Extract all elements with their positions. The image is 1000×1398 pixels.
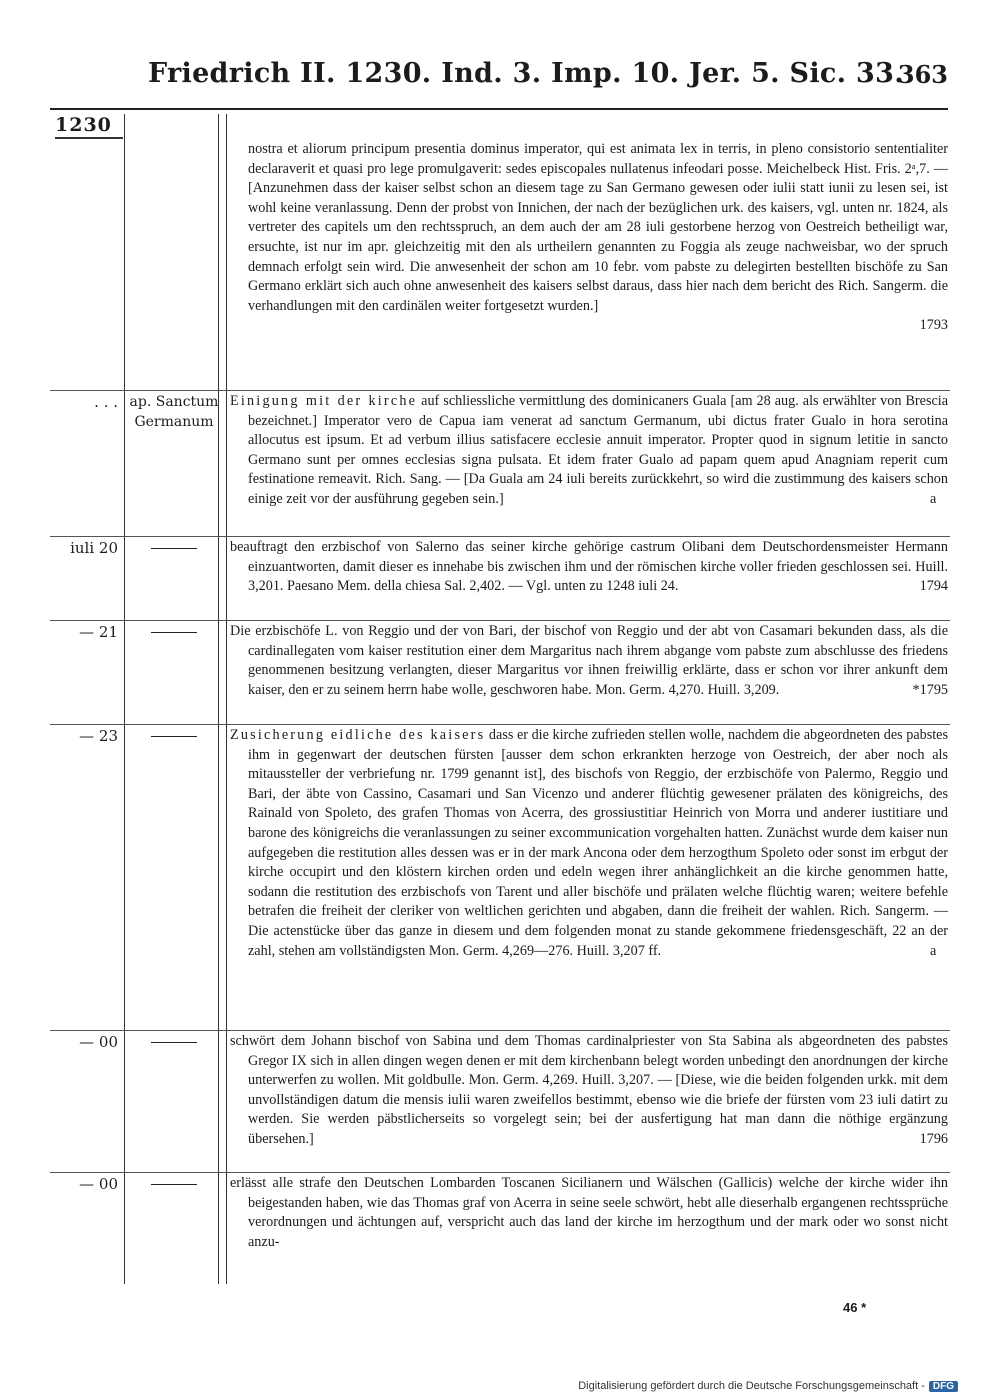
entry-text [230, 622, 948, 700]
entry-place-ditto [124, 726, 224, 737]
column-divider-text [226, 114, 227, 1284]
header-rule [50, 108, 948, 110]
place-line-2: Germanum [134, 414, 214, 430]
column-divider-place [218, 114, 219, 1284]
entry-paragraph: schwört dem Johann bischof von Sabina und dem Thomas cardinalpriester von Sta Sabina als abgeordneten des pabstes Gregor IX sich in allen dingen wegen denen er mit dem kirchenbann belegt worden unbedingt den anordnungen der kirche unterwerfen zu wollen. Mit goldbulle. Mon. Germ. 4,269. Huill. 3,207. — [Diese, wie die beiden folgenden urkk. mit dem unvollständigen datum die mensis iulii waren zweifellos bestimmt, ebenso wie die briefe der fürsten vom 23 iuli datirt zu werden. Sie werden päbstlicherseits so vorgelegt sein; bei der ausfertigung hat man dann die nöthige ergänzung übersehen.] [230, 1033, 948, 1147]
entry-paragraph: Die erzbischöfe L. von Reggio und der von Bari, der bischof von Reggio und der abt von Casamari bekunden dass, als die cardinallegaten vom kaiser restitution einer dem Margaritus nach ihrem abgange vom pabste zum abschlusse des friedens genommenen besitzung verlangten, dieser Margaritus vor ihnen freiwillig erklärte, dass er schon vor ihrer ankunft dem kaiser, den er zu seinem herrn habe wolle, geschworen habe. Mon. Germ. 4,270. Huill. 3,209. [230, 623, 948, 698]
entry-divider [50, 1030, 950, 1031]
entry-divider [50, 536, 950, 537]
entry-text [230, 140, 948, 336]
entry-lead: Zusicherung eidliche des kaisers [230, 727, 486, 743]
entry-paragraph: nostra et aliorum principum presentia dominus imperator, qui est animata lex in terris, in pleno consistorio sententialiter declaraverit et quasi pro lege promulgaverit: sedes episcopales nullatenus infeodari posse. Meichelbeck Hist. Fris. 2ᵃ,7. — [Anzunehmen dass der kaiser selbst schon an diesem tage zu San Germano gewesen oder iulii statt iunii zu lesen sei, ist wohl keine veranlassung. Denn der probst von Innichen, der nach der bezüglichen urk. des kaisers, vgl. unten nr. 1824, als vertreter des capitels um den rechtsspruch, an dem auch der am 28 iuli gestorbene herzog von Oestreich betheiligt war, ersuchte, ist nur im apr. gleichzeitig mit den als urtheilern genannten zu Foggia als zeuge nachweisbar, wo der spruch demnach erfolgt sein wird. Die anwesenheit der schon am 10 febr. vom pabste zu delegirten bestellten bischöfe zu San Germano erklärt sich auch ohne anwesenheit des kaisers selbst daraus, dass hier nach dem bericht des Rich. Sangerm. die verhandlungen mit den cardinälen weiter fortgesetzt wurden.] [248, 141, 948, 314]
entry-date: — 23 [79, 727, 118, 745]
dfg-logo: DFG [929, 1381, 958, 1392]
ditto-dash [151, 736, 197, 737]
entry-place-ditto [124, 622, 224, 633]
entry-text [230, 392, 948, 510]
regest-number: 1794 [919, 578, 948, 595]
entry-text [230, 1174, 948, 1252]
entry-date: — 00 [79, 1033, 118, 1051]
regest-number: 1796 [919, 1130, 948, 1147]
ditto-dash [151, 1184, 197, 1185]
entry-body: auf schliessliche vermittlung des dominicaners Guala [am 28 aug. als erwählter von Brescia bezeichnet.] Imperator vero de Capua iam venerat ad sanctum Germanum, ubi dictus frater Gualo in hora serotina allocutus est ipsum. Et ad verbum illius satisfacere ecclesie annuit imperator. Propter quod in signum letitie in sancto Germano sunt per omnes ecclesias signa pulsata. Et idem frater Gualo ad papam quem apud Anagniam reperit cum festinatione remeavit. Rich. Sang. — [Da Guala am 24 iuli bereits zurückkehrt, so wird die zustimmung des kaisers schon einige zeit vor der ausführung gegeben sein.] [248, 393, 948, 507]
entry-date: . . . [94, 393, 118, 411]
regest-number: 1793 [919, 317, 948, 334]
year-label: 1230 [55, 114, 123, 139]
signature-mark: 46 * [843, 1300, 867, 1315]
running-title: Friedrich II. 1230. Ind. 3. Imp. 10. Jer. 5. Sic. 33. [148, 58, 904, 89]
entry-divider [50, 1172, 950, 1173]
entry-place-ditto [124, 1032, 224, 1043]
entry-place-ditto [124, 1174, 224, 1185]
entry-divider [50, 724, 950, 725]
entry-place-ditto [124, 538, 224, 549]
entry-date: — 21 [79, 623, 118, 641]
entry-paragraph: beauftragt den erzbischof von Salerno das seiner kirche gehörige castrum Olibani dem Deutschordensmeister Hermann einzuantworten, damit dieser es innehabe bis zwischen ihm und der römischen kirche voller frieden geschlossen sei. Huill. 3,201. Paesano Mem. della chiesa Sal. 2,402. — Vgl. unten zu 1248 iuli 24. [230, 539, 948, 595]
regest-number: *1795 [912, 681, 948, 698]
entry-place [124, 392, 224, 432]
entry-date: iuli 20 [70, 539, 118, 557]
entry-text [230, 726, 948, 961]
ditto-dash [151, 548, 197, 549]
entry-divider [50, 390, 950, 391]
entry-text [230, 538, 948, 597]
entry-paragraph: erlässt alle strafe den Deutschen Lombarden Toscanen Sicilianern und Wälschen (Gallicis) welche der kirche wider ihn beigestanden haben, wie das Thomas graf von Acerra in seine seele schwört, hebt alle dieserhalb ergangenen rechtssprüche verordnungen und ächtungen auf, verspricht auch das land der kirche im herzogthum und der mark oder wo sonst nicht anzu- [230, 1175, 948, 1250]
ditto-dash [151, 632, 197, 633]
place-line-1: ap. Sanctum [129, 394, 219, 410]
page-header [0, 58, 1000, 98]
entry-body: dass er die kirche zufrieden stellen wolle, nachdem die abgeordneten des pabstes ihm in gegenwart der deutschen fürsten [ausser dem schon erkrankten herzoge von Oestreich, der aber noch als mitaussteller der verbriefung nr. 1799 genannt ist], des bischofs von Reggio, der erzbischöfe von Palermo, Reggio und Bari, der äbte von Cassino, Casamari und San Vicenzo und anderer flüchtig gewesener prälaten des königreichs, des Rainald von Spoleto, des grafen Thomas von Acerra, des grossiustitiar Heinrich von Morra und anderer iustitiare und barone des königreichs die veranlassungen zu seiner excommunication vorgehalten hatten. Zunächst wurde dem kaiser nun aufgegeben die restitution alles dessen was er in der mark Ancona oder dem herzogthum Spoleto oder sonst im erbgut der kirche occupirt und den klöstern kirchen orden und edeln wegen ihrer anhänglichkeit an die kirche genommen hatte, sodann die restitution des erzbischofs von Tarent und aller bischöfe und prälaten welche flüchtig waren; weitere befehle betrafen die freiheit der cleriker von weltlichen gerichten und abgaben, dann die freiheit der wahlen. Rich. Sangerm. — Die actenstücke über das ganze in diesem und dem folgenden monat zu stande gekommene friedensgeschäft, 22 an der zahl, stehen am vollständigsten Mon. Germ. 4,269—276. Huill. 3,207 ff. [248, 727, 949, 959]
page-number: 363 [897, 60, 948, 89]
entry-divider [50, 620, 950, 621]
entry-paragraph: Zusicherung eidliche des kaisers dass er die kirche zufrieden stellen wolle, nachdem die abgeordneten des pabstes ihm in gegenwart der deutschen fürsten [ausser dem schon erkrankten herzoge von Oestreich, der aber noch als mitaussteller der verbriefung nr. 1799 genannt ist], des bischofs von Reggio, der erzbischöfe von Palermo, Reggio und Bari, der äbte von Cassino, Casamari und San Vicenzo und anderer flüchtig gewesener prälaten des königreichs, des Rainald von Spoleto, des grafen Thomas von Acerra, des grossiustitiar Heinrich von Morra und anderer iustitiare und barone des königreichs die veranlassungen zu seiner excommunication vorgehalten hatten. Zunächst wurde dem kaiser nun aufgegeben die restitution alles dessen was er in der mark Ancona oder dem herzogthum Spoleto oder sonst im erbgut der kirche occupirt und den klöstern kirchen orden und edeln wegen ihrer anhänglichkeit an die kirche genommen hatte, sodann die restitution des erzbischofs von Tarent und aller bischöfe und prälaten welche flüchtig waren; weitere befehle betrafen die freiheit der cleriker von weltlichen gerichten und abgaben, dann die freiheit der wahlen. Rich. Sangerm. — Die actenstücke über das ganze in diesem und dem folgenden monat zu stande gekommene friedensgeschäft, 22 an der zahl, stehen am vollständigsten Mon. Germ. 4,269—276. Huill. 3,207 ff. a [230, 727, 949, 959]
column-divider-date [124, 114, 125, 1284]
digitization-credit [578, 1380, 958, 1392]
entry-paragraph: Einigung mit der kirche auf schliessliche vermittlung des dominicaners Guala [am 28 aug. als erwählter von Brescia bezeichnet.] Imperator vero de Capua iam venerat ad sanctum Germanum, ubi dictus frater Gualo in hora serotina allocutus est ipsum. Et ad verbum illius satisfacere ecclesie annuit imperator. Propter quod in signum letitie in sancto Germano sunt per omnes ecclesias signa pulsata. Et idem frater Gualo ad papam quem apud Anagniam reperit cum festinatione remeavit. Rich. Sang. — [Da Guala am 24 iuli bereits zurückkehrt, so wird die zustimmung des kaisers schon einige zeit vor der ausführung gegeben sein.] a [230, 393, 948, 507]
entry-date: — 00 [79, 1175, 118, 1193]
credit-text: Digitalisierung gefördert durch die Deutsche Forschungsgemeinschaft - [578, 1380, 925, 1392]
ditto-dash [151, 1042, 197, 1043]
entry-lead: Einigung mit der kirche [230, 393, 418, 409]
entry-text [230, 1032, 948, 1150]
